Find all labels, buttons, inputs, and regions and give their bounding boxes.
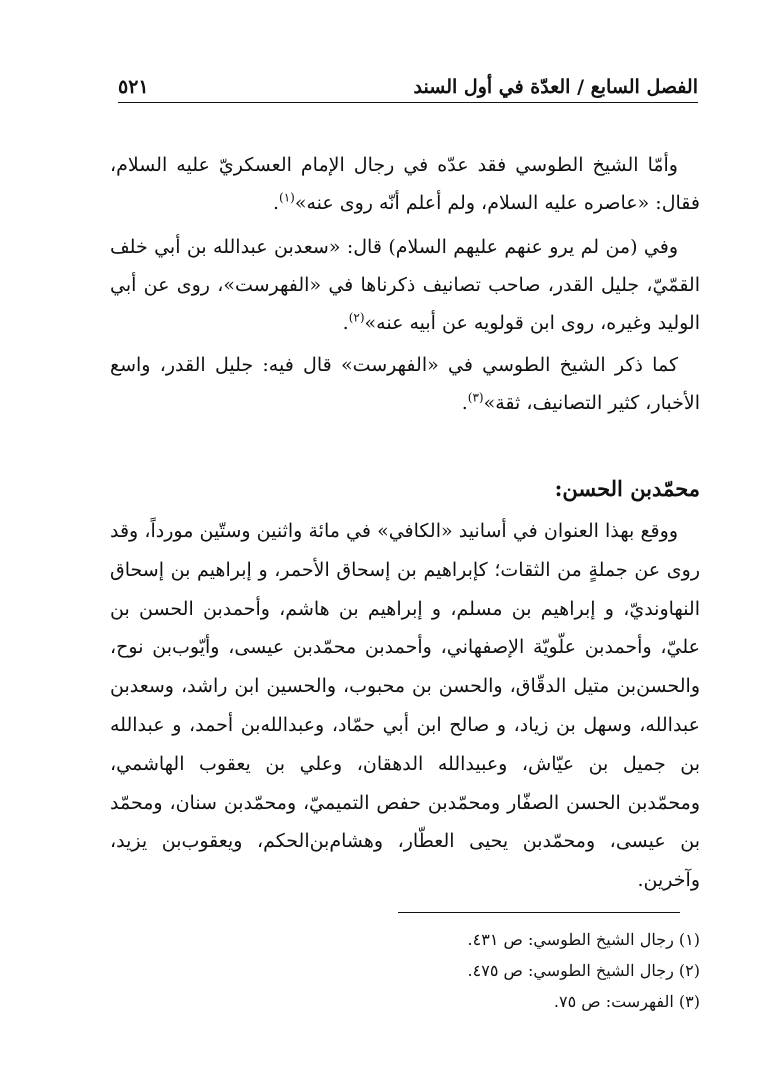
paragraph-2 <box>110 228 700 342</box>
footnotes <box>300 924 700 1017</box>
paragraph-1 <box>110 146 700 222</box>
section-heading: محمّدبن الحسن: <box>554 476 700 501</box>
paragraph-text: كما ذكر الشيخ الطوسي في «الفهرست» قال فيه: جليل القدر، واسع الأخبار، كثير التصانيف، ثقة» <box>110 354 700 414</box>
paragraph-text: وأمّا الشيخ الطوسي فقد عدّه في رجال الإمام العسكريّ عليه السلام، فقال: «عاصره عليه السلام، ولم أعلم أنّه روى عنه» <box>110 154 700 214</box>
paragraph-3 <box>110 346 700 422</box>
section-paragraph: ووقع بهذا العنوان في أسانيد «الكافي» في مائة واثنين وستّين مورداً، وقد روى عن جملةٍ من الثقات؛ كإبراهيم بن إسحاق الأحمر، و إبراهيم بن إسحاق النهاونديّ، و إبراهيم بن مسلم، و إبراهيم بن هاشم، وأحمدبن الحسن بن عليّ، وأحمدبن علّويّة الإصفهاني، وأحمدبن محمّدبن عيسى، وأيّوب‌بن نوح، والحسن‌بن متيل الدقّاق، والحسن بن محبوب، والحسين ابن راشد، وسعدبن عبدالله، وسهل بن زياد، و صالح ابن أبي حمّاد، وعبدالله‌بن أحمد، و عبدالله بن جميل بن عيّاش، وعبيدالله الدهقان، وعلي بن يعقوب الهاشمي، ومحمّدبن الحسن الصفّار ومحمّدبن حفص التميميّ، ومحمّدبن سنان، ومحمّد بن عيسى، ومحمّدبن يحيى العطّار، وهشام‌بن‌الحكم، ويعقوب‌بن يزيد، وآخرين. <box>110 520 700 892</box>
paragraph-end: . <box>461 392 468 414</box>
footnote-2: (٢) رجال الشيخ الطوسي: ص ٤٧٥. <box>467 961 700 980</box>
paragraph-text: وفي (من لم يرو عنهم عليهم السلام) قال: «سعدبن عبدالله بن أبي خلف القمّيّ، جليل القدر، صاحب تصانيف ذكرناها في «الفهرست»، روى عن أبي الوليد وغيره، روى ابن قولويه عن أبيه عنه» <box>110 236 700 334</box>
running-header <box>118 72 698 103</box>
footnote-3: (٣) الفهرست: ص ٧٥. <box>553 992 700 1011</box>
paragraph-end: . <box>342 312 349 334</box>
page-number: ٥٢١ <box>118 76 149 98</box>
chapter-title: الفصل السابع / العدّة في أول السند <box>413 76 698 98</box>
footnote-ref-2: (٢) <box>348 310 365 325</box>
paragraph-end: . <box>272 192 280 214</box>
footnote-1: (١) رجال الشيخ الطوسي: ص ٤٣١. <box>467 930 700 949</box>
footnote-divider <box>398 912 680 913</box>
footnote-ref-3: (٣) <box>467 390 484 405</box>
footnote-ref-1: (١) <box>279 190 295 205</box>
